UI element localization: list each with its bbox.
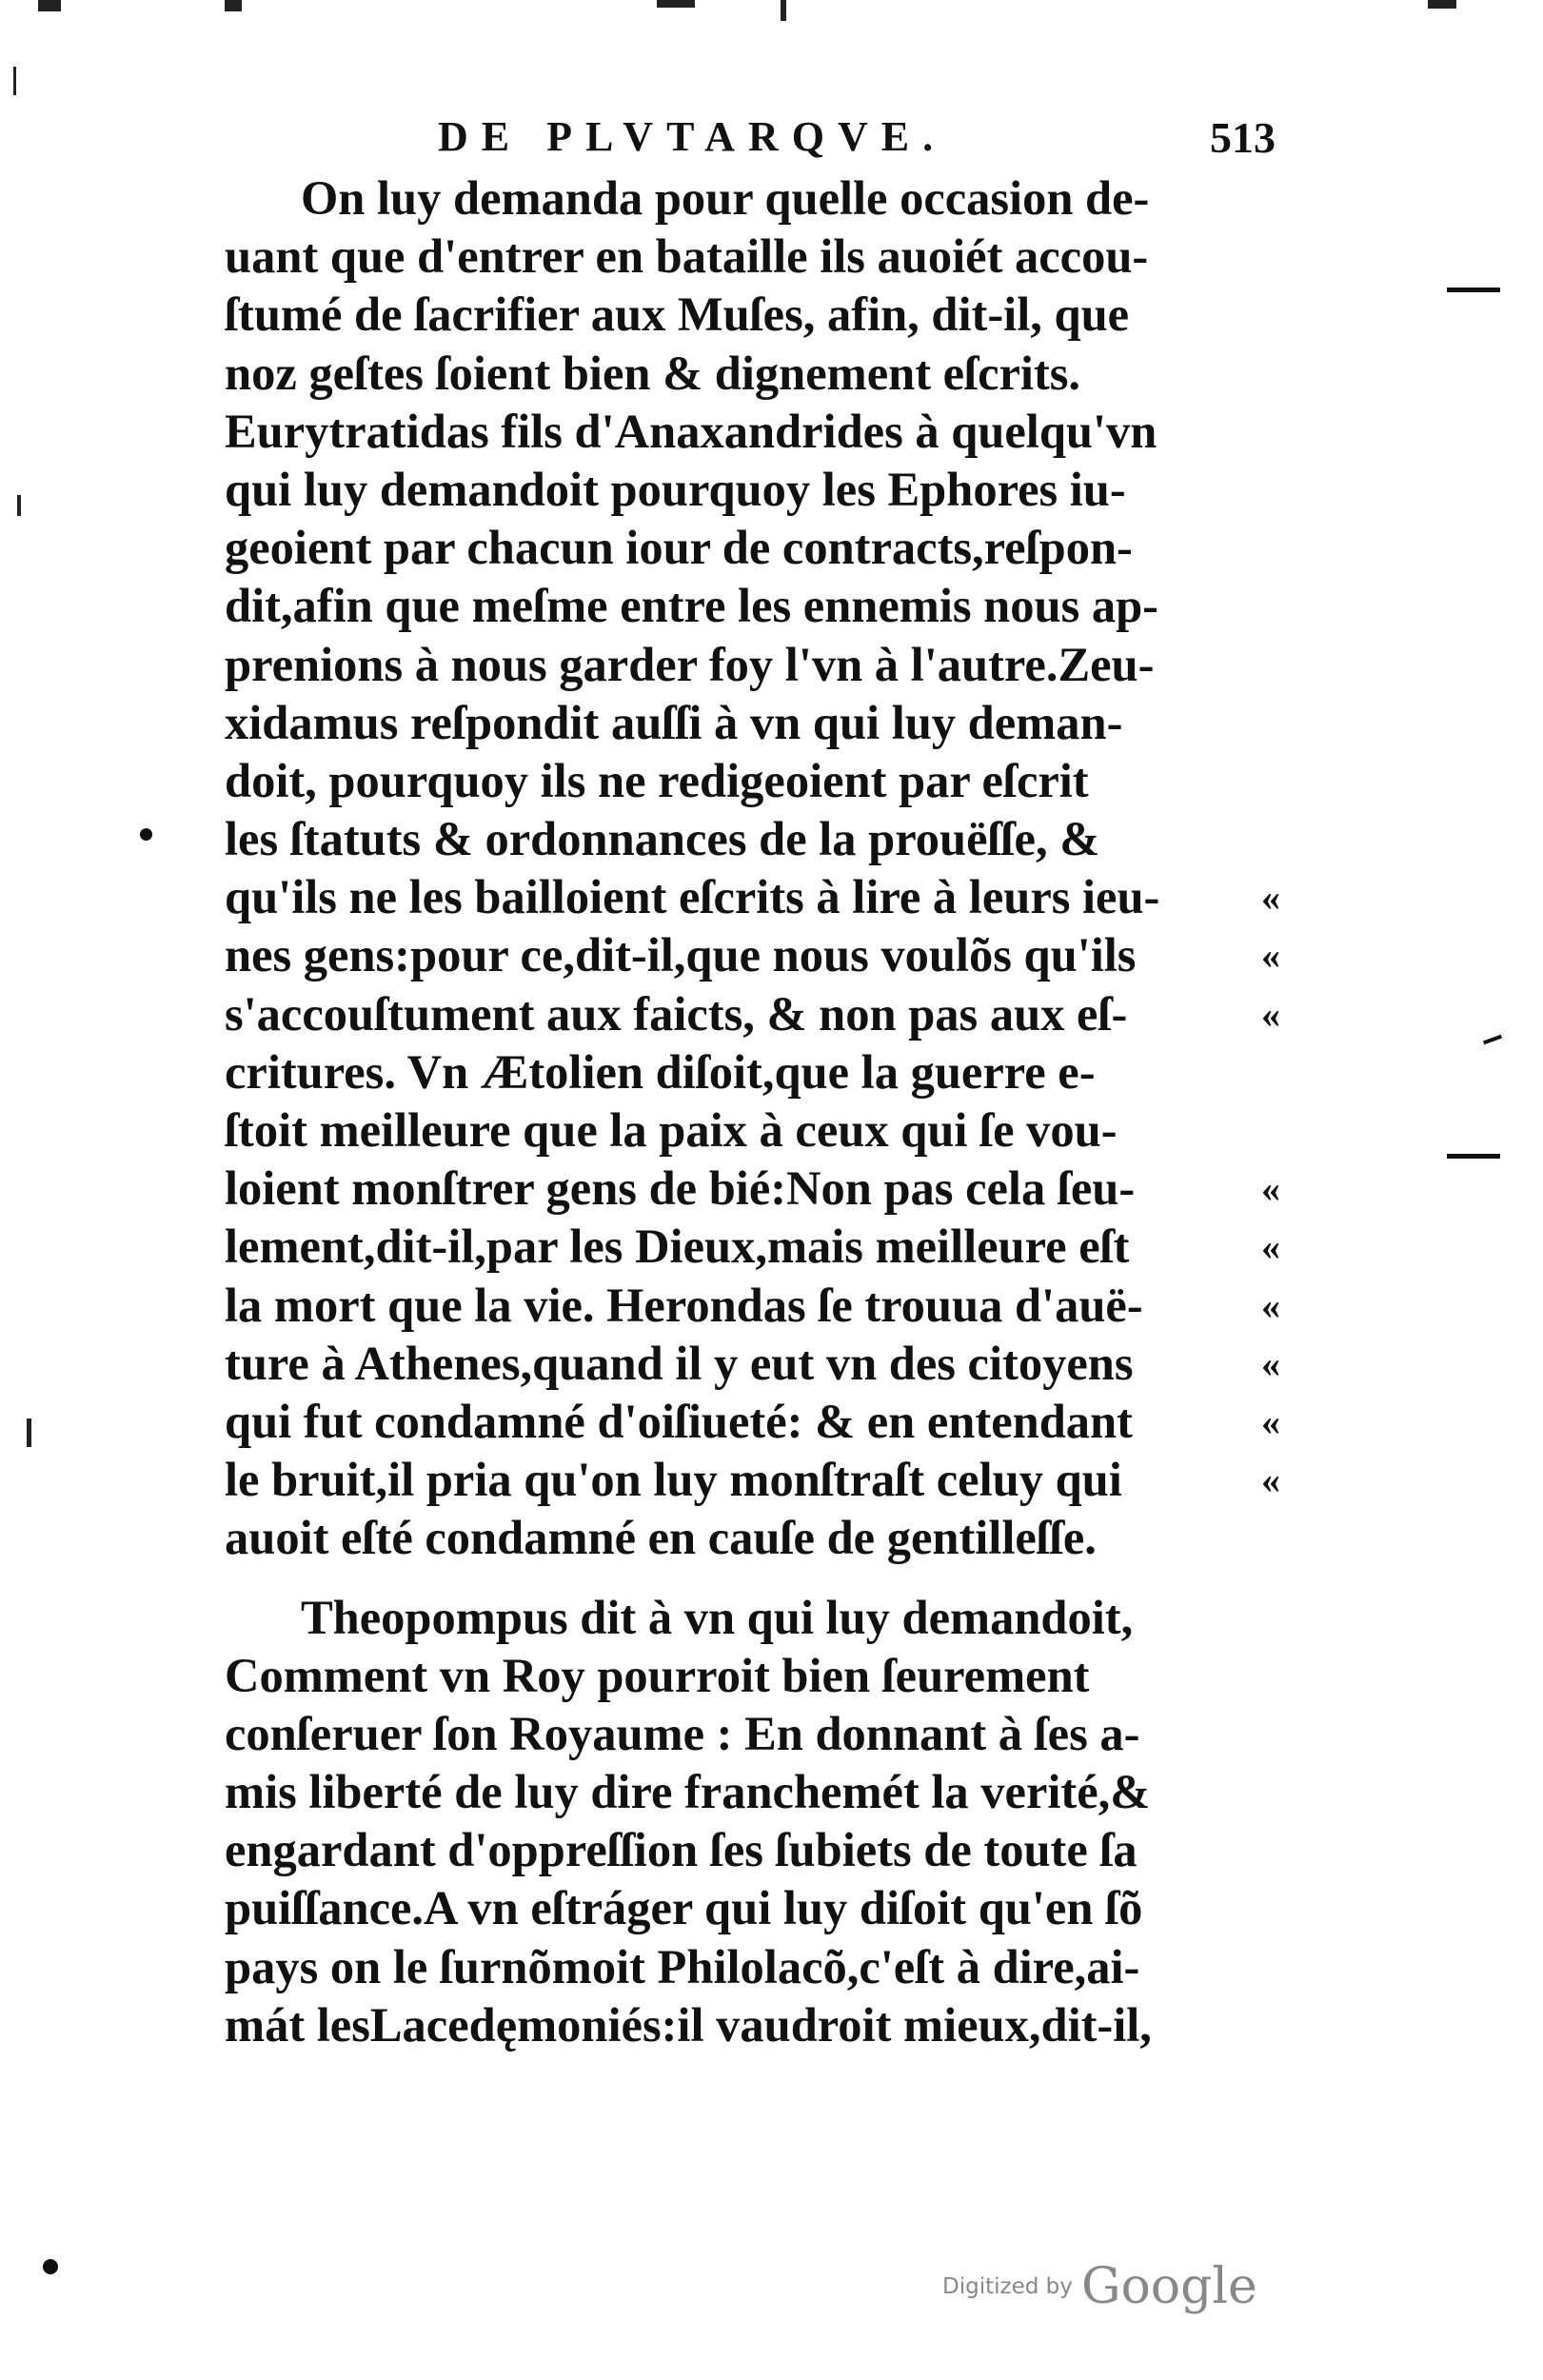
text-line: pays on le ſurnõmoit Philolacõ,c'eſt à dire,ai- <box>225 1939 1140 1993</box>
text-line: xidamus reſpondit auſſi à vn qui luy deman- <box>225 695 1123 749</box>
text-line: On luy demanda pour quelle occasion de- <box>301 171 1150 225</box>
quote-mark: « <box>1261 1341 1280 1385</box>
text-line: critures. Vn Ætolien diſoit,que la guerre e- <box>225 1044 1096 1099</box>
margin-tick <box>13 67 16 95</box>
margin-dash <box>1447 1154 1500 1159</box>
text-line: prenions à nous garder foy l'vn à l'autre.Zeu- <box>225 637 1155 691</box>
text-line: mis liberté de luy dire franchemét la verité,& <box>225 1765 1151 1819</box>
text-line: Theopompus dit à vn qui luy demandoit, <box>301 1590 1134 1644</box>
quote-mark: « <box>1261 1399 1280 1443</box>
quote-mark: « <box>1261 934 1280 978</box>
text-line: auoit eſté condamné en cauſe de gentilleſſe. <box>225 1511 1097 1565</box>
digitization-credit <box>942 2258 1257 2315</box>
text-line: puiſſance.A vn eſtráger qui luy diſoit qu'en ſõ <box>225 1881 1143 1935</box>
text-line: ſtumé de ſacrifier aux Muſes, afin, dit-il, que <box>225 288 1130 342</box>
quotation-margin-marks <box>1261 169 1299 1509</box>
text-line: uant que d'entrer en bataille ils auoiét accou- <box>225 229 1149 284</box>
ink-spot <box>140 828 152 841</box>
text-line: lement,dit-il,par les Dieux,mais meilleure eſt <box>225 1220 1130 1274</box>
quote-mark: « <box>1261 1458 1280 1502</box>
running-title: DE PLVTARQVE. <box>438 113 947 160</box>
text-line: doit, pourquoy ils ne redigeoient par eſcrit <box>225 753 1089 807</box>
top-edge-marks <box>0 0 1543 19</box>
text-line: Comment vn Roy pourroit bien ſeurement <box>225 1648 1090 1702</box>
quote-mark: « <box>1261 876 1280 920</box>
text-line: qui luy demandoit pourquoy les Ephores iu- <box>225 462 1126 516</box>
quote-mark: « <box>1261 1283 1280 1327</box>
page-number: 513 <box>1210 113 1276 162</box>
paragraph-gap <box>225 1568 1276 1589</box>
text-line: s'accouſtument aux faicts, & non pas aux eſ- <box>225 986 1128 1041</box>
text-line: ſtoit meilleure que la paix à ceux qui ſe vou- <box>225 1103 1118 1157</box>
text-line: noz geſtes ſoient bien & dignement eſcrits. <box>225 346 1081 400</box>
text-line: dit,afin que meſme entre les ennemis nous ap- <box>225 579 1159 633</box>
google-logo: Google <box>1080 2258 1257 2315</box>
ink-spot <box>43 2259 58 2274</box>
text-line: nes gens:pour ce,dit-il,que nous voulõs qu'ils <box>225 928 1137 982</box>
text-line: qui fut condamné d'oiſiueté: & en entendant <box>225 1394 1133 1448</box>
quote-mark: « <box>1261 1167 1280 1211</box>
text-line: geoient par chacun iour de contracts,reſpon- <box>225 521 1133 575</box>
body-text <box>225 169 1276 2054</box>
text-line: mát lesLacedęmoniés:il vaudroit mieux,dit-il, <box>225 1997 1152 2052</box>
text-line: qu'ils ne les bailloient eſcrits à lire à leurs ieu- <box>225 870 1160 924</box>
quote-mark: « <box>1261 992 1280 1036</box>
text-line: les ſtatuts & ordonnances de la prouëſſe, & <box>225 812 1100 866</box>
digitized-by-label: Digitized by <box>942 2274 1073 2299</box>
margin-dash <box>1447 288 1500 292</box>
text-line: engardant d'oppreſſion ſes ſubiets de toute ſa <box>225 1823 1137 1877</box>
margin-tick <box>17 495 21 516</box>
text-line: Eurytratidas fils d'Anaxandrides à quelqu'vn <box>225 404 1157 458</box>
running-header <box>438 112 1276 169</box>
quote-mark: « <box>1261 1225 1280 1269</box>
margin-dash <box>1483 1035 1502 1045</box>
margin-tick <box>27 1418 31 1447</box>
text-line: ture à Athenes,quand il y eut vn des citoyens <box>225 1336 1134 1390</box>
text-line: conſeruer ſon Royaume : En donnant à ſes a- <box>225 1706 1140 1760</box>
text-line: loient monſtrer gens de bié:Non pas cela ſeu- <box>225 1161 1136 1216</box>
text-line: le bruit,il pria qu'on luy monſtraſt celuy qui <box>225 1453 1122 1507</box>
text-line: la mort que la vie. Herondas ſe trouua d'auë- <box>225 1278 1143 1332</box>
